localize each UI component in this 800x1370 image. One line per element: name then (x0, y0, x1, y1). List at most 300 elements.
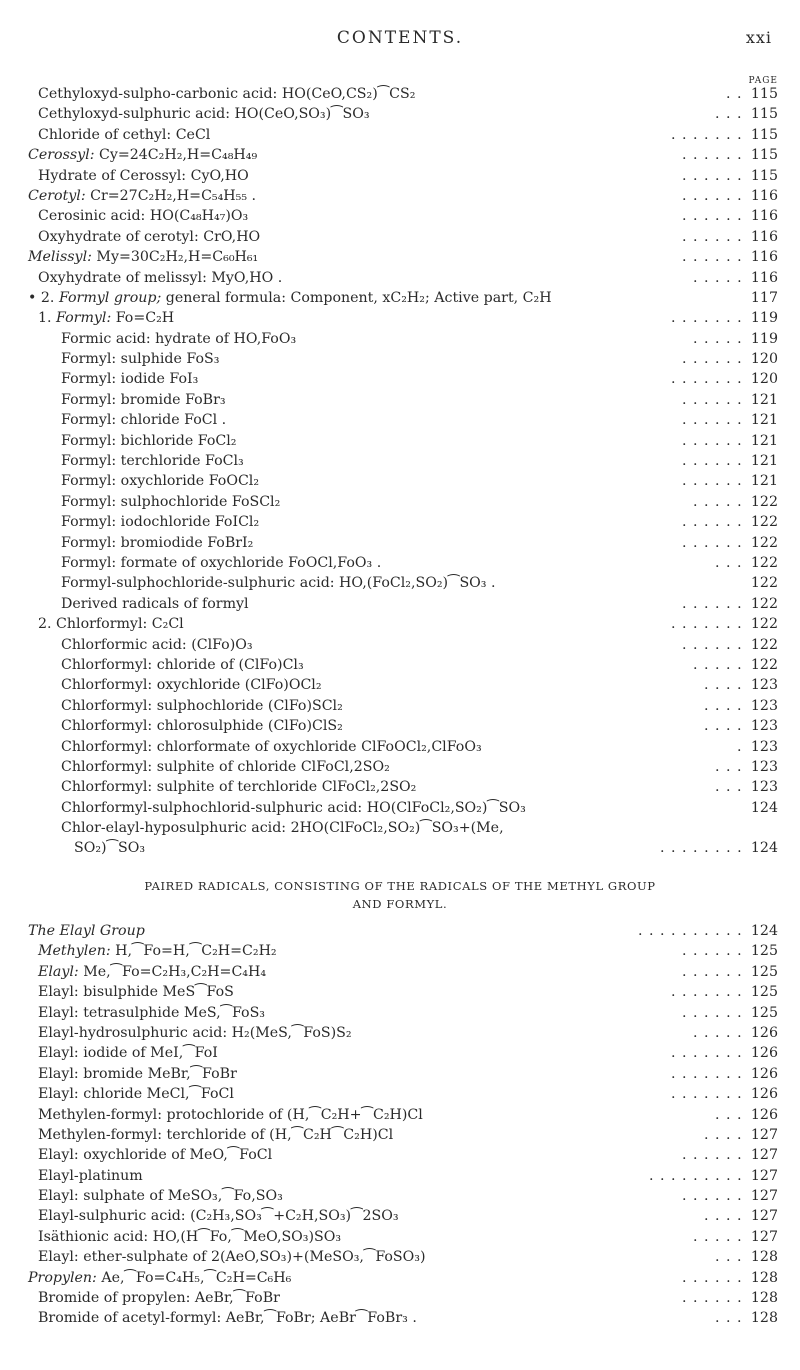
entry-body: Formyl: iodide FoI₃ (61, 371, 199, 388)
entry-text (61, 553, 381, 573)
entry-body: Formyl: formate of oxychloride FoOCl,FoO₃ . (61, 554, 382, 571)
contents-entry (0, 1227, 800, 1247)
entry-page: 116 (750, 187, 778, 204)
entry-italic-lead: Cerossyl: (28, 147, 95, 164)
entry-body: Formic acid: hydrate of HO,FoO₃ (61, 330, 297, 347)
entry-page: 115 (750, 106, 778, 123)
contents-entry (0, 573, 800, 593)
leader-dots: . . . . . . (682, 167, 743, 184)
entry-text (61, 369, 198, 389)
entry-body: Hydrate of Cerossyl: CyO,HO (38, 167, 249, 184)
entry-page: 127 (750, 1208, 778, 1225)
entry-text (38, 982, 234, 1002)
entry-body: Oxyhydrate of cerotyl: CrO,HO (38, 228, 261, 245)
leader-dots: . . . . . . (682, 412, 743, 429)
entry-text (28, 1268, 291, 1288)
leader-dots: . . . . . . . (671, 126, 743, 143)
entry-page: 128 (750, 1290, 778, 1307)
entry-body: Chlorformyl-sulphochlorid-sulphuric acid: HO(ClFoCl₂,SO₂)⁀SO₃ (61, 799, 526, 816)
entry-text (38, 1227, 341, 1247)
leader-dots: . . . . . . (682, 943, 743, 960)
contents-entry (0, 1023, 800, 1043)
entry-body: Chlorformyl: sulphite of chloride ClFoCl,2SO₂ (61, 758, 390, 775)
entry-page: 126 (750, 1086, 778, 1103)
entry-page: 126 (750, 1106, 778, 1123)
contents-entry (0, 1308, 800, 1328)
leader-dots: . . . . . (693, 493, 743, 510)
entry-text (28, 247, 258, 267)
entry-body: Elayl: bromide MeBr,⁀FoBr (38, 1065, 237, 1082)
entry-page: 116 (750, 208, 778, 225)
entry-body: Chlorformyl: sulphite of terchloride ClFoCl₂,2SO₂ (61, 779, 417, 796)
entry-body: 1. (38, 310, 57, 327)
entry-text (38, 1145, 272, 1165)
entry-text (61, 329, 296, 349)
section-heading: PAIRED RADICALS, CONSISTING OF THE RADICALS OF THE METHYL GROUP (144, 879, 656, 893)
contents-entry (0, 84, 800, 104)
entry-text (61, 757, 390, 777)
contents-entry (0, 941, 800, 961)
entry-body: Bromide of acetyl-formyl: AeBr,⁀FoBr; AeBr⁀FoBr₃ . (38, 1310, 417, 1327)
entry-text (38, 1247, 426, 1267)
leader-dots: . . . . (704, 697, 743, 714)
entry-page: 123 (750, 718, 778, 735)
entry-page: 128 (750, 1269, 778, 1286)
entry-page: 125 (750, 984, 778, 1001)
leader-dots: . . . . . . (682, 147, 743, 164)
contents-entry (0, 696, 800, 716)
entry-body: Chlorformyl: chlorosulphide (ClFo)ClS₂ (61, 718, 343, 735)
contents-entry (0, 308, 800, 328)
entry-text (38, 1125, 393, 1145)
leader-dots: . . . . . . (682, 636, 743, 653)
leader-dots: . . . . . . (682, 453, 743, 470)
contents-entry (0, 349, 800, 369)
entry-body: Formyl: oxychloride FoOCl₂ (61, 473, 260, 490)
entry-page: 126 (750, 1045, 778, 1062)
entry-text (38, 84, 415, 104)
contents-entry (0, 1166, 800, 1186)
entry-page: 120 (750, 371, 778, 388)
entry-text (61, 777, 416, 797)
leader-dots: . . . . . (693, 1024, 743, 1041)
entry-italic-lead: Formyl: (56, 310, 112, 327)
entry-body: SO₂)⁀SO₃ (74, 840, 146, 857)
contents-entry (0, 1043, 800, 1063)
leader-dots: . . . . . . (682, 249, 743, 266)
leader-dots: . . . . . . . . . . (638, 923, 743, 939)
entry-page: 116 (750, 228, 778, 245)
contents-entry (0, 818, 800, 838)
leader-dots: . . . . . . (682, 514, 743, 531)
entry-text (38, 1084, 234, 1104)
leader-dots: . . . . . . . (671, 310, 743, 327)
contents-entry (0, 777, 800, 797)
entry-page: 120 (750, 351, 778, 368)
contents-entry (0, 410, 800, 430)
entry-body: Oxyhydrate of melissyl: MyO,HO . (38, 269, 283, 286)
entry-page: 123 (750, 738, 778, 755)
entry-body: Chlorformyl: chlorformate of oxychloride ClFoOCl₂,ClFoO₃ (61, 738, 482, 755)
entry-text (38, 1003, 265, 1023)
entry-body: general formula: Component, xC₂H₂; Active part, C₂H (161, 289, 552, 306)
entry-text (61, 471, 259, 491)
leader-dots: . . . . . . (682, 595, 743, 612)
contents-entry (0, 553, 800, 573)
entry-text (61, 655, 304, 675)
entry-body: Bromide of propylen: AeBr,⁀FoBr (38, 1290, 280, 1307)
page-column-label: PAGE (748, 76, 778, 86)
leader-dots: . . . . . . . . (660, 840, 743, 857)
entry-page: 115 (750, 147, 778, 164)
contents-entry (0, 247, 800, 267)
entry-body: Chlorformyl: oxychloride (ClFo)OCl₂ (61, 677, 322, 694)
entry-text (38, 1166, 143, 1186)
entry-body: Cethyloxyd-sulpho-carbonic acid: HO(CeO,CS₂)⁀CS₂ (38, 86, 416, 102)
entry-text (61, 451, 244, 471)
entry-text (61, 410, 226, 430)
contents-entry (0, 206, 800, 226)
entry-text (61, 737, 482, 757)
leader-dots: . . . . (704, 677, 743, 694)
contents-entry (0, 982, 800, 1002)
entry-text (38, 227, 260, 247)
entry-body: Elayl-sulphuric acid: (C₂H₃,SO₃⁀+C₂H,SO₃)⁀2SO₃ (38, 1208, 399, 1225)
entry-page: 123 (750, 677, 778, 694)
entry-body: Me,⁀Fo=C₂H₃,C₂H=C₄H₄ (78, 963, 267, 980)
entry-page: 126 (750, 1024, 778, 1041)
entry-page: 122 (750, 616, 778, 633)
entry-body: 2. Chlorformyl: C₂Cl (38, 616, 184, 633)
contents-entry (0, 1247, 800, 1267)
entry-body: My=30C₂H₂,H=C₆₀H₆₁ (91, 249, 259, 266)
entry-body: Formyl: iodochloride FoICl₂ (61, 514, 260, 531)
entry-body: Formyl: sulphide FoS₃ (61, 351, 220, 368)
leader-dots: . . . . . . (682, 187, 743, 204)
entry-page: 122 (750, 554, 778, 571)
entry-body: H,⁀Fo=H,⁀C₂H=C₂H₂ (110, 943, 277, 960)
entry-italic-lead: Methylen: (38, 943, 111, 960)
contents-entry (0, 533, 800, 553)
entry-page: 127 (750, 1147, 778, 1164)
entry-page: 128 (750, 1249, 778, 1266)
contents-entry (0, 471, 800, 491)
entry-body: Isäthionic acid: HO,(H⁀Fo,⁀MeO,SO₃)SO₃ (38, 1228, 342, 1245)
entry-text (61, 716, 343, 736)
contents-entry (0, 1288, 800, 1308)
leader-dots: . . . . . . . (671, 984, 743, 1001)
contents-list-bottom (0, 921, 800, 1329)
entry-body: Cy=24C₂H₂,H=C₄₈H₄₉ (94, 147, 258, 164)
entry-text (38, 614, 184, 634)
entry-body: Elayl: chloride MeCl,⁀FoCl (38, 1086, 234, 1103)
entry-page: 124 (750, 923, 778, 939)
entry-page: 119 (750, 330, 778, 347)
entry-page: 125 (750, 963, 778, 980)
entry-italic-lead: The Elayl Group (28, 923, 145, 939)
leader-dots: . . . . . . (682, 1004, 743, 1021)
entry-page: 127 (750, 1167, 778, 1184)
entry-italic-lead: Melissyl: (28, 249, 92, 266)
leader-dots: . . . (715, 758, 743, 775)
entry-body: Elayl: iodide of MeI,⁀FoI (38, 1045, 218, 1062)
entry-page: 122 (750, 514, 778, 531)
entry-italic-lead: Elayl: (38, 963, 79, 980)
entry-text (61, 349, 219, 369)
leader-dots: . . . . . . (682, 473, 743, 490)
contents-entry (0, 1105, 800, 1125)
entry-body: Formyl-sulphochloride-sulphuric acid: HO,(FoCl₂,SO₂)⁀SO₃ . (61, 575, 496, 592)
contents-entry (0, 227, 800, 247)
entry-page: 119 (750, 310, 778, 327)
entry-body: Chlorformic acid: (ClFo)O₃ (61, 636, 253, 653)
leader-dots: . . . . . . . (671, 371, 743, 388)
entry-text (38, 1105, 423, 1125)
entry-page: 128 (750, 1310, 778, 1327)
contents-entry (0, 1125, 800, 1145)
entry-page: 122 (750, 575, 778, 592)
entry-page: 117 (750, 289, 778, 306)
leader-dots: . . . . . . (682, 1269, 743, 1286)
leader-dots: . . . . . . (682, 351, 743, 368)
contents-entry (0, 757, 800, 777)
contents-entry (0, 166, 800, 186)
leader-dots: . . . . . (693, 1228, 743, 1245)
leader-dots: . . . (715, 779, 743, 796)
leader-dots: . . . . . . . (671, 1045, 743, 1062)
contents-entry (0, 104, 800, 124)
entry-text (38, 104, 370, 124)
contents-entry (0, 921, 800, 941)
entry-body: Formyl: bromiodide FoBrI₂ (61, 534, 254, 551)
contents-entry (0, 431, 800, 451)
leader-dots: . . . . . (693, 330, 743, 347)
contents-entry (0, 145, 800, 165)
entry-body: Elayl: sulphate of MeSO₃,⁀Fo,SO₃ (38, 1188, 283, 1205)
entry-page: 125 (750, 1004, 778, 1021)
entry-page: 122 (750, 636, 778, 653)
entry-text (38, 962, 266, 982)
entry-text (38, 1023, 352, 1043)
entry-page: 127 (750, 1126, 778, 1143)
entry-text (38, 1186, 283, 1206)
entry-text (38, 1308, 417, 1328)
leader-dots: . . . . . . (682, 391, 743, 408)
leader-dots: . . . . . . (682, 228, 743, 245)
entry-body: Chloride of cethyl: CeCl (38, 126, 211, 143)
contents-entry (0, 1268, 800, 1288)
leader-dots: . . . . (704, 1126, 743, 1143)
leader-dots: . . . (715, 106, 743, 123)
contents-entry (0, 451, 800, 471)
entry-page: 123 (750, 697, 778, 714)
entry-body: Methylen-formyl: terchloride of (H,⁀C₂H⁀C₂H)Cl (38, 1126, 394, 1143)
entry-page: 122 (750, 656, 778, 673)
entry-page: 122 (750, 595, 778, 612)
contents-entry (0, 329, 800, 349)
contents-entry (0, 1186, 800, 1206)
entry-text (38, 166, 249, 186)
entry-body: Formyl: sulphochloride FoSCl₂ (61, 493, 281, 510)
contents-entry (0, 390, 800, 410)
entry-page: 122 (750, 534, 778, 551)
leader-dots: . . . . . . (682, 963, 743, 980)
entry-text (61, 798, 526, 818)
entry-body: Ae,⁀Fo=C₄H₅,⁀C₂H=C₆H₆ (96, 1269, 292, 1286)
entry-page: 125 (750, 943, 778, 960)
entry-page: 127 (750, 1228, 778, 1245)
entry-page: 115 (750, 167, 778, 184)
contents-entry (0, 1003, 800, 1023)
entry-page: 121 (750, 412, 778, 429)
entry-text (61, 696, 343, 716)
entry-page: 121 (750, 432, 778, 449)
contents-entry (0, 655, 800, 675)
entry-text (28, 145, 257, 165)
entry-page: 115 (750, 86, 778, 102)
entry-body: Formyl: bromide FoBr₃ (61, 391, 226, 408)
contents-entry (0, 1064, 800, 1084)
contents-entry (0, 716, 800, 736)
leader-dots: . . . . . . . . . (649, 1167, 743, 1184)
entry-page: 123 (750, 779, 778, 796)
leader-dots: . . . . . . . (671, 616, 743, 633)
contents-entry (0, 288, 800, 308)
entry-text (61, 512, 259, 532)
entry-page: 115 (750, 126, 778, 143)
entry-italic-lead: Formyl group; (58, 289, 162, 306)
entry-text (61, 594, 249, 614)
entry-body: Chlorformyl: chloride of (ClFo)Cl₃ (61, 656, 304, 673)
entry-text (38, 1043, 218, 1063)
entry-page: 124 (750, 799, 778, 816)
entry-text (38, 1064, 237, 1084)
leader-dots: . . . . . . (682, 432, 743, 449)
entry-text (38, 125, 210, 145)
entry-text (38, 206, 248, 226)
contents-entry (0, 186, 800, 206)
leader-dots: . . (726, 86, 743, 102)
leader-dots: . . . . (704, 1208, 743, 1225)
page-number: xxi (745, 28, 772, 47)
entry-body: Elayl-platinum (38, 1167, 143, 1184)
contents-list-top (0, 84, 800, 859)
entry-body: Cethyloxyd-sulphuric acid: HO(CeO,SO₃)⁀SO₃ (38, 106, 370, 123)
entry-text (61, 635, 253, 655)
entry-text (61, 431, 236, 451)
entry-text (61, 533, 253, 553)
leader-dots: . . . (715, 1106, 743, 1123)
entry-page: 121 (750, 453, 778, 470)
entry-body: Formyl: terchloride FoCl₃ (61, 453, 244, 470)
entry-body: Elayl: tetrasulphide MeS,⁀FoS₃ (38, 1004, 265, 1021)
entry-body: Chlorformyl: sulphochloride (ClFo)SCl₂ (61, 697, 343, 714)
contents-entry (0, 369, 800, 389)
entry-page: 122 (750, 493, 778, 510)
page-title: CONTENTS. (336, 28, 464, 48)
leader-dots: . . . . . (693, 269, 743, 286)
section-heading-continued: AND FORMYL. (352, 897, 448, 911)
contents-entry (0, 1084, 800, 1104)
contents-entry (0, 268, 800, 288)
entry-body: Elayl: ether-sulphate of 2(AeO,SO₃)+(MeSO₃,⁀FoSO₃) (38, 1249, 426, 1266)
contents-entry (0, 512, 800, 532)
leader-dots: . . . . . . . (671, 1065, 743, 1082)
entry-body: Cerosinic acid: HO(C₄₈H₄₇)O₃ (38, 208, 249, 225)
entry-page: 123 (750, 758, 778, 775)
contents-entry (0, 838, 800, 858)
contents-entry (0, 675, 800, 695)
entry-page: 116 (750, 249, 778, 266)
leader-dots: . . . . . . (682, 208, 743, 225)
entry-body: Derived radicals of formyl (61, 595, 249, 612)
contents-entry (0, 798, 800, 818)
entry-text (61, 818, 504, 838)
entry-text (28, 921, 145, 941)
entry-body: Fo=C₂H (111, 310, 175, 327)
leader-dots: . . . (715, 554, 743, 571)
entry-text (38, 308, 174, 328)
contents-entry (0, 635, 800, 655)
running-header (0, 28, 800, 52)
contents-entry (0, 962, 800, 982)
contents-entry (0, 492, 800, 512)
entry-page: 121 (750, 391, 778, 408)
entry-page: 124 (750, 840, 778, 857)
entry-page: 121 (750, 473, 778, 490)
leader-dots: . . . . . . (682, 534, 743, 551)
entry-text (74, 838, 145, 858)
entry-page: 126 (750, 1065, 778, 1082)
entry-page: 127 (750, 1188, 778, 1205)
entry-italic-lead: Propylen: (28, 1269, 97, 1286)
leader-dots: . . . . . . . (671, 1086, 743, 1103)
entry-text (38, 268, 282, 288)
entry-body: Elayl-hydrosulphuric acid: H₂(MeS,⁀FoS)S₂ (38, 1024, 352, 1041)
entry-text (61, 675, 322, 695)
leader-dots: . . . . . . (682, 1188, 743, 1205)
leader-dots: . . . . . (693, 656, 743, 673)
leader-dots: . . . (715, 1249, 743, 1266)
entry-text (38, 1206, 399, 1226)
entry-body: Elayl: oxychloride of MeO,⁀FoCl (38, 1147, 273, 1164)
leader-dots: . . . (715, 1310, 743, 1327)
entry-body: Chlor-elayl-hyposulphuric acid: 2HO(ClFoCl₂,SO₂)⁀SO₃+(Me, (61, 820, 504, 837)
contents-entry (0, 1206, 800, 1226)
entry-text (38, 941, 277, 961)
entry-page: 116 (750, 269, 778, 286)
leader-dots: . (737, 738, 743, 755)
leader-dots: . . . . . . (682, 1147, 743, 1164)
entry-text (38, 1288, 280, 1308)
contents-entry (0, 614, 800, 634)
entry-text (61, 573, 496, 593)
entry-body: • 2. (28, 289, 59, 306)
contents-entry (0, 1145, 800, 1165)
entry-text (28, 288, 552, 308)
leader-dots: . . . . (704, 718, 743, 735)
leader-dots: . . . . . . (682, 1290, 743, 1307)
entry-text (61, 492, 280, 512)
entry-body: Elayl: bisulphide MeS⁀FoS (38, 984, 234, 1001)
entry-body: Cr=27C₂H₂,H=C₅₄H₅₅ . (85, 187, 257, 204)
entry-body: Formyl: bichloride FoCl₂ (61, 432, 237, 449)
entry-body: Methylen-formyl: protochloride of (H,⁀C₂H+⁀C₂H)Cl (38, 1106, 423, 1123)
entry-italic-lead: Cerotyl: (28, 187, 86, 204)
contents-entry (0, 125, 800, 145)
entry-text (28, 186, 256, 206)
contents-entry (0, 737, 800, 757)
